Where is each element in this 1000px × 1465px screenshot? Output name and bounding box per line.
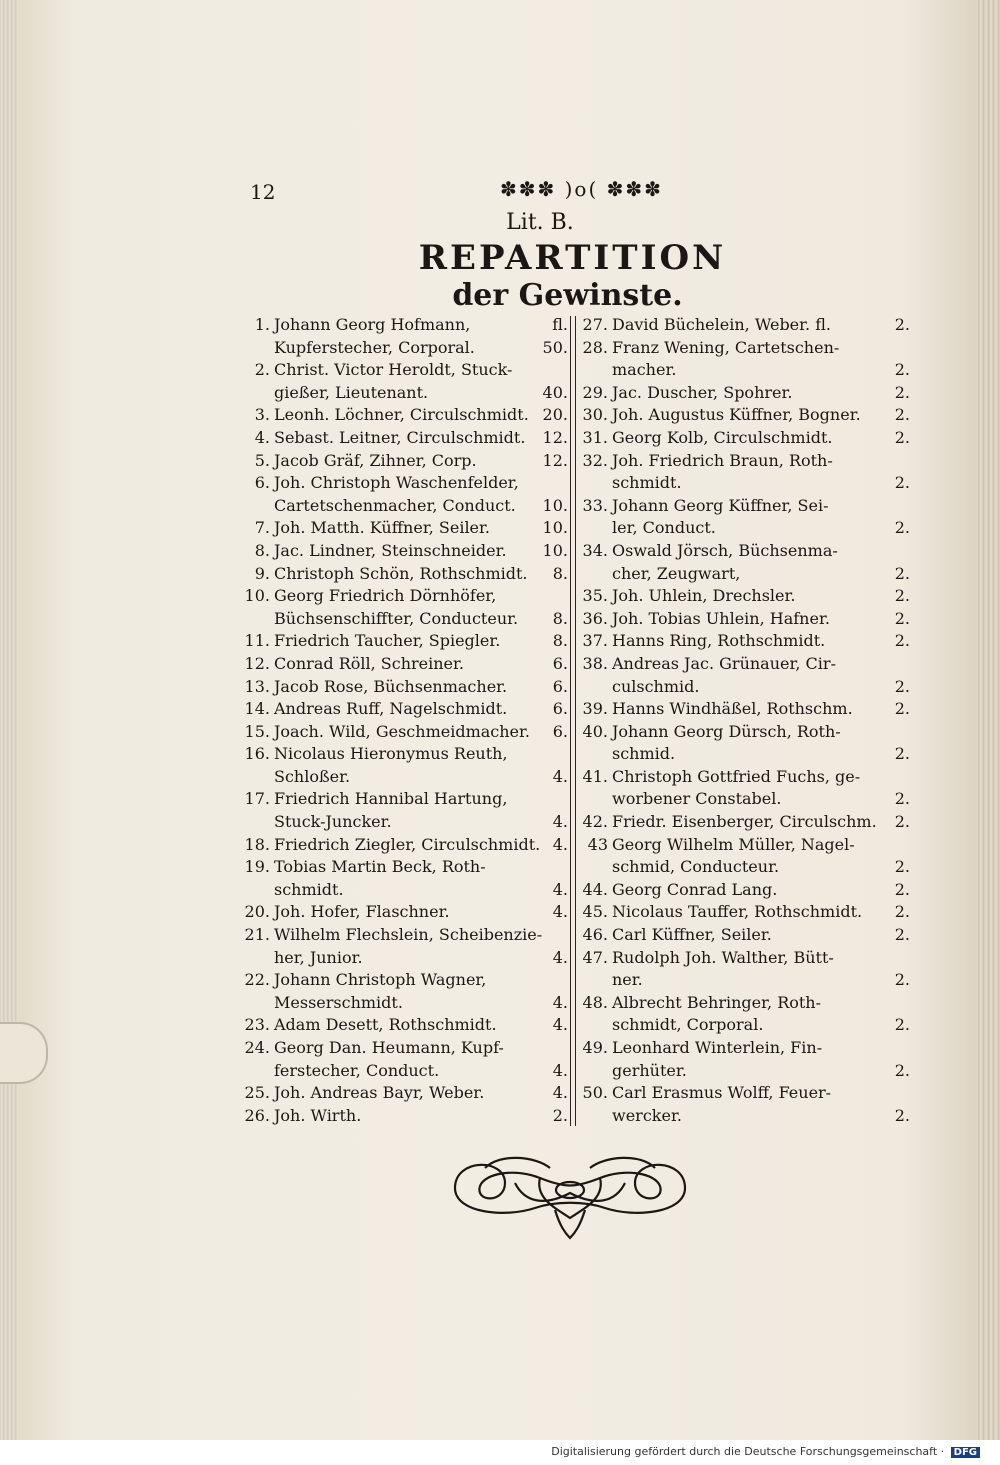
entry-amount: 50. [542,337,568,357]
entry-name: Joh. Andreas Bayr, Weber. [274,1083,485,1103]
prize-entry-row [240,834,570,857]
entry-amount: 2. [894,382,910,402]
entry-amount: 2. [894,925,910,945]
entry-number: 41. [582,766,608,786]
entry-name: Hanns Ring, Rothschmidt. [612,631,826,651]
entry-name: David Büchelein, Weber. fl. [612,315,831,334]
entry-name: Johann Georg Küffner, Sei- [612,495,829,515]
footer-credit-text: Digitalisierung gefördert durch die Deutsche Forschungsgemeinschaft · [551,1445,945,1458]
entry-name: Friedrich Ziegler, Circulschmidt. [274,834,541,854]
entry-amount: 2. [894,1015,910,1035]
prize-entry-row [578,608,918,631]
entry-amount: 2. [894,1060,910,1080]
entry-amount: 2. [894,427,910,447]
entry-name: Joh. Tobias Uhlein, Hafner. [612,608,830,628]
page-subtitle: der Gewinste. [452,278,683,313]
entry-amount: 2. [894,405,910,425]
entry-amount: 8. [552,563,568,583]
prize-entry-row [240,495,570,518]
prize-entry-row [240,585,570,608]
entry-name: Friedrich Hannibal Hartung, [274,789,508,809]
entry-number: 21. [244,925,270,945]
prize-entry-row [240,337,570,360]
entry-amount: 8. [552,631,568,651]
entry-number: 45. [582,902,608,922]
prize-entry-row [578,924,918,947]
entry-amount: 2. [894,518,910,538]
entry-amount: 2. [894,676,910,696]
entry-number: 22. [244,970,270,990]
entry-name: Wilhelm Flechslein, Scheibenzie- [274,925,543,945]
entry-name: schmidt. [612,473,682,493]
prize-entry-row [578,901,918,924]
entry-name: Leonh. Löchner, Circulschmidt. [274,405,529,425]
prize-entry-row [240,382,570,405]
entry-name: Kupferstecher, Corporal. [274,337,475,357]
prize-entry-row [578,698,918,721]
prize-entry-row [240,563,570,586]
entry-number: 5. [254,450,270,470]
entry-name: Andreas Jac. Grünauer, Cir- [612,653,836,673]
entry-amount: 2. [894,1105,910,1125]
entry-number: 37. [582,631,608,651]
prize-entry-row [578,337,918,360]
entry-number: 11. [244,631,270,651]
entry-name: culschmid. [612,676,700,696]
entry-amount: 4. [552,879,568,899]
entry-name: Georg Wilhelm Müller, Nagel- [612,834,855,854]
prize-entry-row [240,743,570,766]
entry-amount: 2. [894,812,910,832]
right-prize-column [578,314,918,1127]
entry-number: 40. [582,721,608,741]
entry-name: Messerschmidt. [274,992,403,1012]
entry-number: 9. [254,563,270,583]
prize-entry-row [578,427,918,450]
entry-number: 1. [254,315,270,334]
entry-amount: 2. [894,360,910,380]
entry-amount: 10. [542,518,568,538]
prize-entry-row [578,1105,918,1128]
header-ornament: ✽✽✽ )o( ✽✽✽ [500,177,663,201]
prize-entry-row [578,540,918,563]
prize-entry-row [240,766,570,789]
prize-entry-row [240,856,570,879]
entry-name: ler, Conduct. [612,518,716,538]
entry-number: 42. [582,812,608,832]
prize-entry-row [240,427,570,450]
prize-entry-row [240,1014,570,1037]
entry-name: Oswald Jörsch, Büchsenma- [612,540,838,560]
prize-entry-row [578,359,918,382]
entry-number: 47. [582,947,608,967]
entry-number: 31. [582,427,608,447]
prize-entry-row [240,788,570,811]
entry-amount: 2. [894,857,910,877]
entry-number: 6. [254,473,270,493]
entry-name: Georg Dan. Heumann, Kupf- [274,1038,504,1057]
prize-entry-row [240,969,570,992]
entry-amount: 2. [894,563,910,583]
entry-number: 35. [582,586,608,606]
entry-number: 13. [244,676,270,696]
prize-entry-row [578,947,918,970]
entry-name: Tobias Martin Beck, Roth- [274,857,486,877]
entry-number: 43 [587,834,608,854]
prize-entry-row [240,630,570,653]
entry-number: 16. [244,744,270,764]
entry-amount: 4. [552,992,568,1012]
entry-number: 50. [582,1083,608,1103]
prize-entry-row [578,472,918,495]
prize-entry-row [578,517,918,540]
entry-name: Georg Conrad Lang. [612,879,778,899]
prize-entry-row [240,1105,570,1128]
entry-name: ner. [612,970,643,990]
prize-entry-row [578,404,918,427]
entry-number: 19. [244,857,270,877]
page-number: 12 [250,180,276,204]
prize-entry-row [578,382,918,405]
left-prize-column [240,314,570,1127]
prize-entry-row [578,563,918,586]
entry-amount: fl. [552,315,568,334]
entry-number: 28. [582,337,608,357]
prize-entry-row [240,1082,570,1105]
entry-amount: 40. [542,382,568,402]
prize-entry-row [578,992,918,1015]
flourish-ornament [445,1148,695,1243]
prize-entry-row [240,359,570,382]
entry-name: Joh. Hofer, Flaschner. [274,902,450,922]
entry-number: 23. [244,1015,270,1035]
prize-entry-row [240,721,570,744]
entry-name: Schloßer. [274,766,351,786]
entry-number: 24. [244,1038,270,1057]
prize-entry-row [240,653,570,676]
entry-number: 14. [244,699,270,719]
prize-entry-row [578,495,918,518]
entry-name: schmid. [612,744,676,764]
prize-entry-row [578,1014,918,1037]
entry-amount: 2. [894,631,910,651]
entry-name: cher, Zeugwart, [612,563,741,583]
entry-amount: 12. [542,427,568,447]
prize-entry-row [578,676,918,699]
entry-name: Cartetschenmacher, Conduct. [274,495,516,515]
entry-name: Sebast. Leitner, Circulschmidt. [274,427,526,447]
entry-amount: 4. [552,902,568,922]
entry-name: Rudolph Joh. Walther, Bütt- [612,947,834,967]
entry-amount: 4. [552,766,568,786]
entry-name: Andreas Ruff, Nagelschmidt. [274,699,508,719]
entry-amount: 4. [552,947,568,967]
entry-amount: 6. [552,676,568,696]
entry-name: Johann Christoph Wagner, [274,970,487,990]
entry-amount: 2. [894,473,910,493]
entry-name: Friedr. Eisenberger, Circulschm. [612,812,877,832]
entry-name: Joh. Uhlein, Drechsler. [612,586,796,606]
entry-number: 38. [582,653,608,673]
entry-name: gerhüter. [612,1060,687,1080]
entry-number: 7. [254,518,270,538]
entry-amount: 10. [542,495,568,515]
entry-name: Jac. Duscher, Spohrer. [612,382,793,402]
page-title: REPARTITION [418,238,727,278]
entry-name: Büchsenschiffter, Conducteur. [274,608,519,628]
entry-amount: 2. [894,608,910,628]
entry-number: 15. [244,721,270,741]
entry-name: gießer, Lieutenant. [274,382,429,402]
entry-name: Friedrich Taucher, Spiegler. [274,631,501,651]
prize-entry-row [578,788,918,811]
entry-number: 27. [582,315,608,334]
entry-amount: 2. [894,789,910,809]
entry-name: Nicolaus Tauffer, Rothschmidt. [612,902,863,922]
dfg-logo: DFG [951,1447,980,1458]
entry-name: Jac. Lindner, Steinschneider. [274,540,507,560]
entry-name: wercker. [612,1105,682,1125]
entry-amount: 12. [542,450,568,470]
entry-number: 10. [244,586,270,606]
entry-name: Leonhard Winterlein, Fin- [612,1038,823,1057]
entry-amount: 20. [542,405,568,425]
prize-entry-row [578,811,918,834]
entry-name: Carl Erasmus Wolff, Feuer- [612,1083,832,1103]
prize-entry-row [240,1037,570,1060]
entry-name: Carl Küffner, Seiler. [612,925,772,945]
entry-name: Hanns Windhäßel, Rothschm. [612,699,853,719]
entry-name: Joh. Friedrich Braun, Roth- [612,450,833,470]
prize-entry-row [240,811,570,834]
prize-entry-row [240,450,570,473]
entry-name: Conrad Röll, Schreiner. [274,653,464,673]
entry-number: 30. [582,405,608,425]
prize-entry-row [240,472,570,495]
entry-name: Jacob Rose, Büchsenmacher. [274,676,508,696]
entry-amount: 2. [894,586,910,606]
entry-name: schmidt. [274,879,344,899]
footer-credit [551,1445,980,1458]
entry-name: Jacob Gräf, Zihner, Corp. [274,450,477,470]
entry-amount: 4. [552,1015,568,1035]
section-label: Lit. B. [506,210,574,235]
entry-name: Christoph Gottfried Fuchs, ge- [612,766,861,786]
prize-entry-row [578,969,918,992]
entry-number: 18. [244,834,270,854]
entry-number: 12. [244,653,270,673]
prize-entry-row [240,947,570,970]
entry-number: 2. [254,360,270,380]
prize-entry-row [240,608,570,631]
entry-number: 26. [244,1105,270,1125]
prize-entry-row [240,404,570,427]
entry-name: macher. [612,360,677,380]
prize-entry-row [578,879,918,902]
entry-number: 25. [244,1083,270,1103]
entry-name: Georg Kolb, Circulschmidt. [612,427,833,447]
entry-number: 4. [254,427,270,447]
column-divider [570,316,576,1126]
entry-name: Joh. Augustus Küffner, Bogner. [612,405,861,425]
prize-entry-row [578,743,918,766]
entry-name: Nicolaus Hieronymus Reuth, [274,744,508,764]
entry-number: 8. [254,540,270,560]
entry-number: 3. [254,405,270,425]
entry-name: Johann Georg Hofmann, [274,315,471,334]
entry-number: 39. [582,699,608,719]
page-tab-marker [0,1022,48,1084]
prize-entry-row [578,1060,918,1083]
entry-name: Stuck-Juncker. [274,812,392,832]
entry-amount: 4. [552,834,568,854]
entry-name: Joh. Matth. Küffner, Seiler. [274,518,490,538]
entry-name: Joach. Wild, Geschmeidmacher. [274,721,530,741]
entry-amount: 6. [552,653,568,673]
entry-name: her, Junior. [274,947,363,967]
prize-entry-row [240,924,570,947]
prize-entry-row [240,879,570,902]
entry-number: 44. [582,879,608,899]
prize-entry-row [578,1037,918,1060]
entry-name: Joh. Christoph Waschenfelder, [274,473,519,493]
entry-name: worbener Constabel. [612,789,782,809]
entry-name: schmid, Conducteur. [612,857,780,877]
prize-entry-row [240,992,570,1015]
entry-number: 29. [582,382,608,402]
prize-entry-row [578,450,918,473]
prize-entry-row [578,766,918,789]
prize-entry-row [578,314,918,337]
entry-amount: 4. [552,1083,568,1103]
entry-amount: 2. [552,1105,568,1125]
entry-name: ferstecher, Conduct. [274,1060,440,1080]
entry-name: Albrecht Behringer, Roth- [612,992,822,1012]
footer-bar [0,1440,1000,1465]
prize-entry-row [578,630,918,653]
entry-amount: 2. [894,699,910,719]
entry-name: Franz Wening, Cartetschen- [612,337,840,357]
prize-entry-row [240,698,570,721]
entry-amount: 6. [552,699,568,719]
prize-entry-row [240,901,570,924]
entry-name: Georg Friedrich Dörnhöfer, [274,586,497,606]
entry-name: Johann Georg Dürsch, Roth- [612,721,841,741]
entry-number: 49. [582,1038,608,1057]
prize-entry-row [240,1060,570,1083]
entry-name: Christoph Schön, Rothschmidt. [274,563,528,583]
entry-amount: 6. [552,721,568,741]
prize-entry-row [578,721,918,744]
prize-entry-row [578,585,918,608]
entry-number: 34. [582,540,608,560]
entry-number: 17. [244,789,270,809]
prize-entry-row [578,653,918,676]
entry-amount: 2. [894,315,910,334]
entry-amount: 10. [542,540,568,560]
entry-amount: 2. [894,970,910,990]
entry-amount: 4. [552,812,568,832]
entry-number: 20. [244,902,270,922]
entry-number: 33. [582,495,608,515]
entry-name: Christ. Victor Heroldt, Stuck- [274,360,513,380]
entry-number: 36. [582,608,608,628]
prize-entry-row [578,1082,918,1105]
entry-name: Joh. Wirth. [274,1105,362,1125]
prize-entry-row [578,834,918,857]
entry-name: Adam Desett, Rothschmidt. [274,1015,497,1035]
entry-amount: 4. [552,1060,568,1080]
entry-number: 32. [582,450,608,470]
prize-entry-row [240,676,570,699]
entry-amount: 8. [552,608,568,628]
entry-amount: 2. [894,879,910,899]
entry-number: 48. [582,992,608,1012]
entry-amount: 2. [894,744,910,764]
entry-number: 46. [582,925,608,945]
prize-entry-row [240,540,570,563]
entry-amount: 2. [894,902,910,922]
prize-entry-row [578,856,918,879]
prize-entry-row [240,314,570,337]
entry-name: schmidt, Corporal. [612,1015,764,1035]
prize-entry-row [240,517,570,540]
